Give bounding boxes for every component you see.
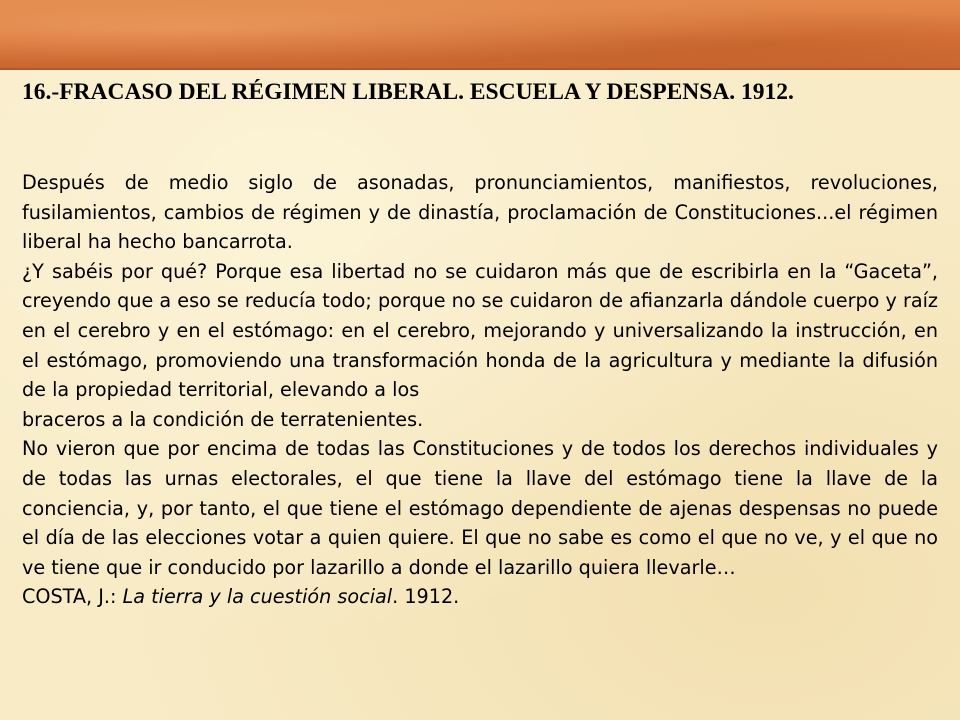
paragraph-1: Después de medio siglo de asonadas, pronunciamientos, manifiestos, revoluciones, fusilamientos, cambios de régimen y de dinastía, proclamación de Constituciones...el régimen liberal ha hecho bancarrota. xyxy=(22,171,938,254)
paragraph-2: ¿Y sabéis por qué? Porque esa libertad no se cuidaron más que de escribirla en la “Gaceta”, creyendo que a eso se reducía todo; porque no se cuidaron de afianzarla dándole cuerpo y raíz en el cerebro y en el estómago: en el cerebro, mejorando y universalizando la instrucción, en el estómago, promoviendo una transformación honda de la agricultura y mediante la difusión de la propiedad territorial, elevando a los xyxy=(22,259,938,402)
citation-year: . 1912. xyxy=(392,585,460,609)
paragraph-4: No vieron que por encima de todas las Constituciones y de todos los derechos individuales y de todas las urnas electorales, el que tiene la llave del estómago tiene la llave de la conciencia, y, por tanto, el que tiene el estómago dependiente de ajenas despensas no puede el día de las elecciones votar a quien quiere. El que no sabe es como el que no ve, y el que no ve tiene que ir conducido por lazarillo a donde el lazarillo quiera llevarle… xyxy=(22,437,938,579)
citation xyxy=(22,582,938,612)
citation-author: COSTA, J.: xyxy=(22,585,123,609)
document-body xyxy=(22,168,938,612)
document-title: 16.-FRACASO DEL RÉGIMEN LIBERAL. ESCUELA Y DESPENSA. 1912. xyxy=(22,79,794,105)
paragraph-3: braceros a la condición de terratenientes. xyxy=(22,407,424,431)
top-decorative-band xyxy=(0,0,960,70)
citation-work: La tierra y la cuestión social xyxy=(122,585,393,609)
